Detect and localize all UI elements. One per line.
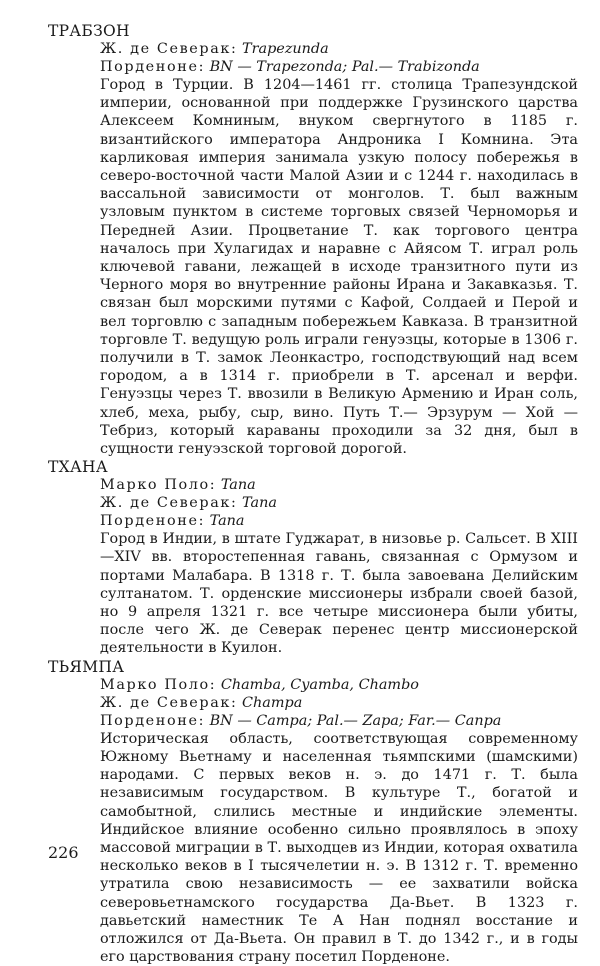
source-line xyxy=(100,512,578,530)
entry-headword: ТЬЯМПА xyxy=(48,657,125,676)
entry-trabzon xyxy=(48,22,578,458)
entry-text: Город в Индии, в штате Гуджарат, в низовье р. Сальсет. В XIII—XIV вв. второстепенная гавань, связанная с Ормузом и портами Малабара. В 1318 г. Т. была завоевана Делийским султанатом. Т. орденские миссионеры избрали своей базой, но 9 апреля 1321 г. все четыре миссионера были убиты, после чего Ж. де Северак перенес центр миссионерской деятельности в Куилон. xyxy=(100,531,578,657)
source-label: Ж. де Северак: xyxy=(100,694,238,711)
source-label: Марко Поло: xyxy=(100,477,217,494)
entry-headword: ТХАНА xyxy=(48,458,108,477)
source-line xyxy=(100,712,578,730)
source-line xyxy=(100,494,578,512)
source-line xyxy=(100,676,578,694)
source-forms: Champa xyxy=(242,694,303,711)
entry-champa xyxy=(48,658,578,966)
source-label: Марко Поло: xyxy=(100,676,217,693)
entry-text: Город в Турции. В 1204—1461 гг. столица Трапезундской империи, основанной при поддержке Грузинского царства Алексеем Комниным, внуком свергнутого в 1185 г. византийского императора Андроника I Комнина. Эта карликовая империя занимала узкую полосу побережья в северо-восточной части Малой Азии и с 1244 г. находилась в вассальной зависимости от монголов. Т. был важным узловым пунктом в системе торговых связей Черноморья и Передней Азии. Процветание Т. как торгового центра началось при Хулагидах и наравне с Айясом Т. играл роль ключевой гавани, лежащей в исходе транзитного пути из Черного моря во внутренние районы Ирана и Закавказья. Т. связан был морскими путями с Кафой, Солдаей и Перой и вел торговлю с западным побережьем Кавказа. В транзитной торговле Т. ведущую роль играли генуэзцы, которые в 1306 г. получили в Т. замок Леонкастро, господствующий над всем городом, а в 1314 г. приобрели в Т. арсенал и верфи. Генуэзцы через Т. ввозили в Великую Армению и Иран соль, хлеб, меха, рыбу, сыр, вино. Путь Т.— Эрзурум — Хой — Тебриз, который караваны проходили за 32 дня, был в сущности генуэзской торговой дорогой. xyxy=(100,77,578,458)
source-forms: BN — Trapezonda; Pal.— Trabizonda xyxy=(209,59,480,75)
source-label: Порденоне: xyxy=(100,513,206,530)
page-number: 226 xyxy=(48,843,79,862)
entry-headword: ТРАБЗОН xyxy=(48,22,130,40)
source-line xyxy=(100,40,578,58)
source-line xyxy=(100,58,578,76)
entry-thana xyxy=(48,458,578,657)
entry-text: Историческая область, соответствующая современному Южному Вьетнаму и населенная тьямпскими (шамскими) народами. С первых веков н. э. до 1471 г. Т. была независимым государством. В культуре Т., богатой и самобытной, слились местные и индийские элементы. Индийское влияние особенно сильно проявлялось в эпоху массовой миграции в Т. выходцев из Индии, которая охватила несколько веков в I тысячелетии н. э. В 1312 г. Т. временно утратила свою независимость — ее захватили войска северовьетнамского государства Да-Вьет. В 1323 г. давьетский наместник Те А Нан поднял восстание и отложился от Да-Вьета. Он правил в Т. до 1342 г., и в годы его царствования страну посетил Порденоне. xyxy=(100,730,578,966)
source-label: Порденоне: xyxy=(100,59,206,75)
source-label: Порденоне: xyxy=(100,712,206,729)
source-list xyxy=(100,40,578,76)
source-forms: Chamba, Cyamba, Chambo xyxy=(220,676,419,693)
source-list xyxy=(100,476,578,530)
source-line xyxy=(100,476,578,494)
source-forms: Tana xyxy=(209,513,245,530)
source-forms: Tana xyxy=(242,495,277,512)
source-list xyxy=(100,676,578,730)
dictionary-page xyxy=(48,22,578,966)
source-line xyxy=(100,694,578,712)
source-forms: Trapezunda xyxy=(242,41,329,57)
source-forms: Tana xyxy=(220,477,256,494)
source-label: Ж. де Северак: xyxy=(100,495,238,512)
source-forms: BN — Campa; Pal.— Zapa; Far.— Canpa xyxy=(209,712,502,729)
source-label: Ж. де Северак: xyxy=(100,41,238,57)
